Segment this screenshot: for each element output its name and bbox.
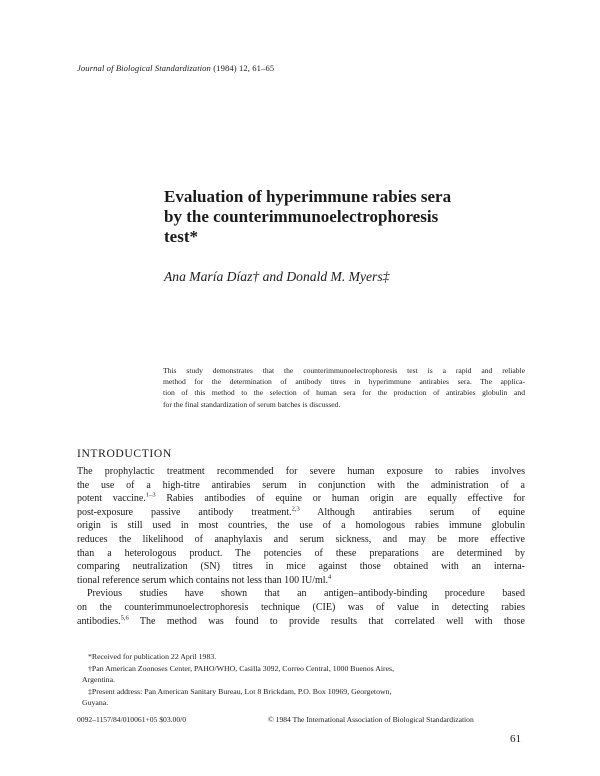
citation-ref: 2,3 <box>291 505 300 513</box>
body-text: post-exposure passive antibody treatment. <box>77 506 292 518</box>
introduction-body <box>77 465 525 628</box>
paper-title <box>164 187 544 247</box>
body-text: potent vaccine. <box>77 493 146 505</box>
body-text: Although antirabies serum of equine <box>299 506 525 518</box>
author-myers: Donald M. Myers‡ <box>286 269 390 284</box>
footnote-affiliation-1-cont: Argentina. <box>82 675 115 685</box>
journal-ref: (1984) 12, 61–65 <box>213 63 275 73</box>
footnote-affiliation-2: ‡Present address: Pan American Sanitary Bureau, Lot 8 Brickdam, P.O. Box 10969, Georgetown, <box>88 686 392 696</box>
footnote-affiliation-1: †Pan American Zoonoses Center, PAHO/WHO, Casilla 3092, Correo Central, 1000 Buenos Aires, <box>88 663 395 673</box>
citation-ref: 1–3 <box>145 491 156 499</box>
body-text: Rabies antibodies of equine or human origin are equally effective for <box>155 493 525 505</box>
journal-name: Journal of Biological Standardization <box>77 63 211 73</box>
body-line: Previous studies have shown that an antigen–antibody-binding procedure based <box>87 588 525 600</box>
title-line-1: Evaluation of hyperimmune rabies sera <box>164 187 452 206</box>
body-text: The method was found to provide results that correlated well with those <box>128 615 525 627</box>
footnotes <box>82 651 525 709</box>
page-number: 61 <box>510 733 521 745</box>
section-heading-introduction: INTRODUCTION <box>77 447 172 460</box>
copyright-notice: © 1984 The International Association of Biological Standardization <box>268 715 474 724</box>
body-line <box>77 492 525 506</box>
body-line: than a heterologous product. The potencies of these preparations are determined by <box>77 547 525 559</box>
footnote-received: *Received for publication 22 April 1983. <box>88 652 217 661</box>
body-line: origin is still used in most countries, the use of a homologous rabies immune globulin <box>77 520 525 532</box>
body-line: comparing neutralization (SN) titres in mice against those obtained with an interna- <box>77 561 525 573</box>
abstract <box>163 365 525 410</box>
body-line: The prophylactic treatment recommended for severe human exposure to rabies involves <box>77 466 525 477</box>
body-line <box>77 574 525 588</box>
citation-ref: 5,6 <box>120 614 129 622</box>
body-line: reduces the likelihood of anaphylaxis and serum sickness, and may be more effective <box>77 533 525 545</box>
title-line-3: test* <box>164 227 198 246</box>
author-list <box>164 269 389 285</box>
body-line: on the counterimmunoelectrophoresis technique (CIE) was of value in detecting rabies <box>77 601 525 613</box>
body-line: the use of a high-titre antirabies serum in conjunction with the administration of a <box>77 479 525 491</box>
journal-citation <box>77 63 274 73</box>
author-connector: and <box>262 269 283 284</box>
citation-ref: 4 <box>328 573 332 581</box>
body-text: tional reference serum which contains not less than 100 IU/ml. <box>77 574 329 586</box>
body-line <box>77 615 525 629</box>
abstract-line: for the final standardization of serum batches is discussed. <box>163 399 341 409</box>
abstract-line: This study demonstrates that the counterimmunoelectrophoresis test is a rapid and reliable <box>163 366 525 375</box>
abstract-line: method for the determination of antibody titres in hyperimmune antirabies sera. The applica- <box>163 377 525 387</box>
author-diaz: Ana María Díaz† <box>164 269 260 284</box>
article-code: 0092–1157/84/010061+05 $03.00/0 <box>77 715 187 724</box>
footnote-affiliation-2-cont: Guyana. <box>82 698 109 708</box>
abstract-line: tion of this method to the selection of human sera for the production of antirabies globulin and <box>163 388 525 398</box>
body-text: antibodies. <box>77 615 121 627</box>
body-line <box>77 506 525 520</box>
title-line-2: by the counterimmunoelectrophoresis <box>164 207 439 226</box>
